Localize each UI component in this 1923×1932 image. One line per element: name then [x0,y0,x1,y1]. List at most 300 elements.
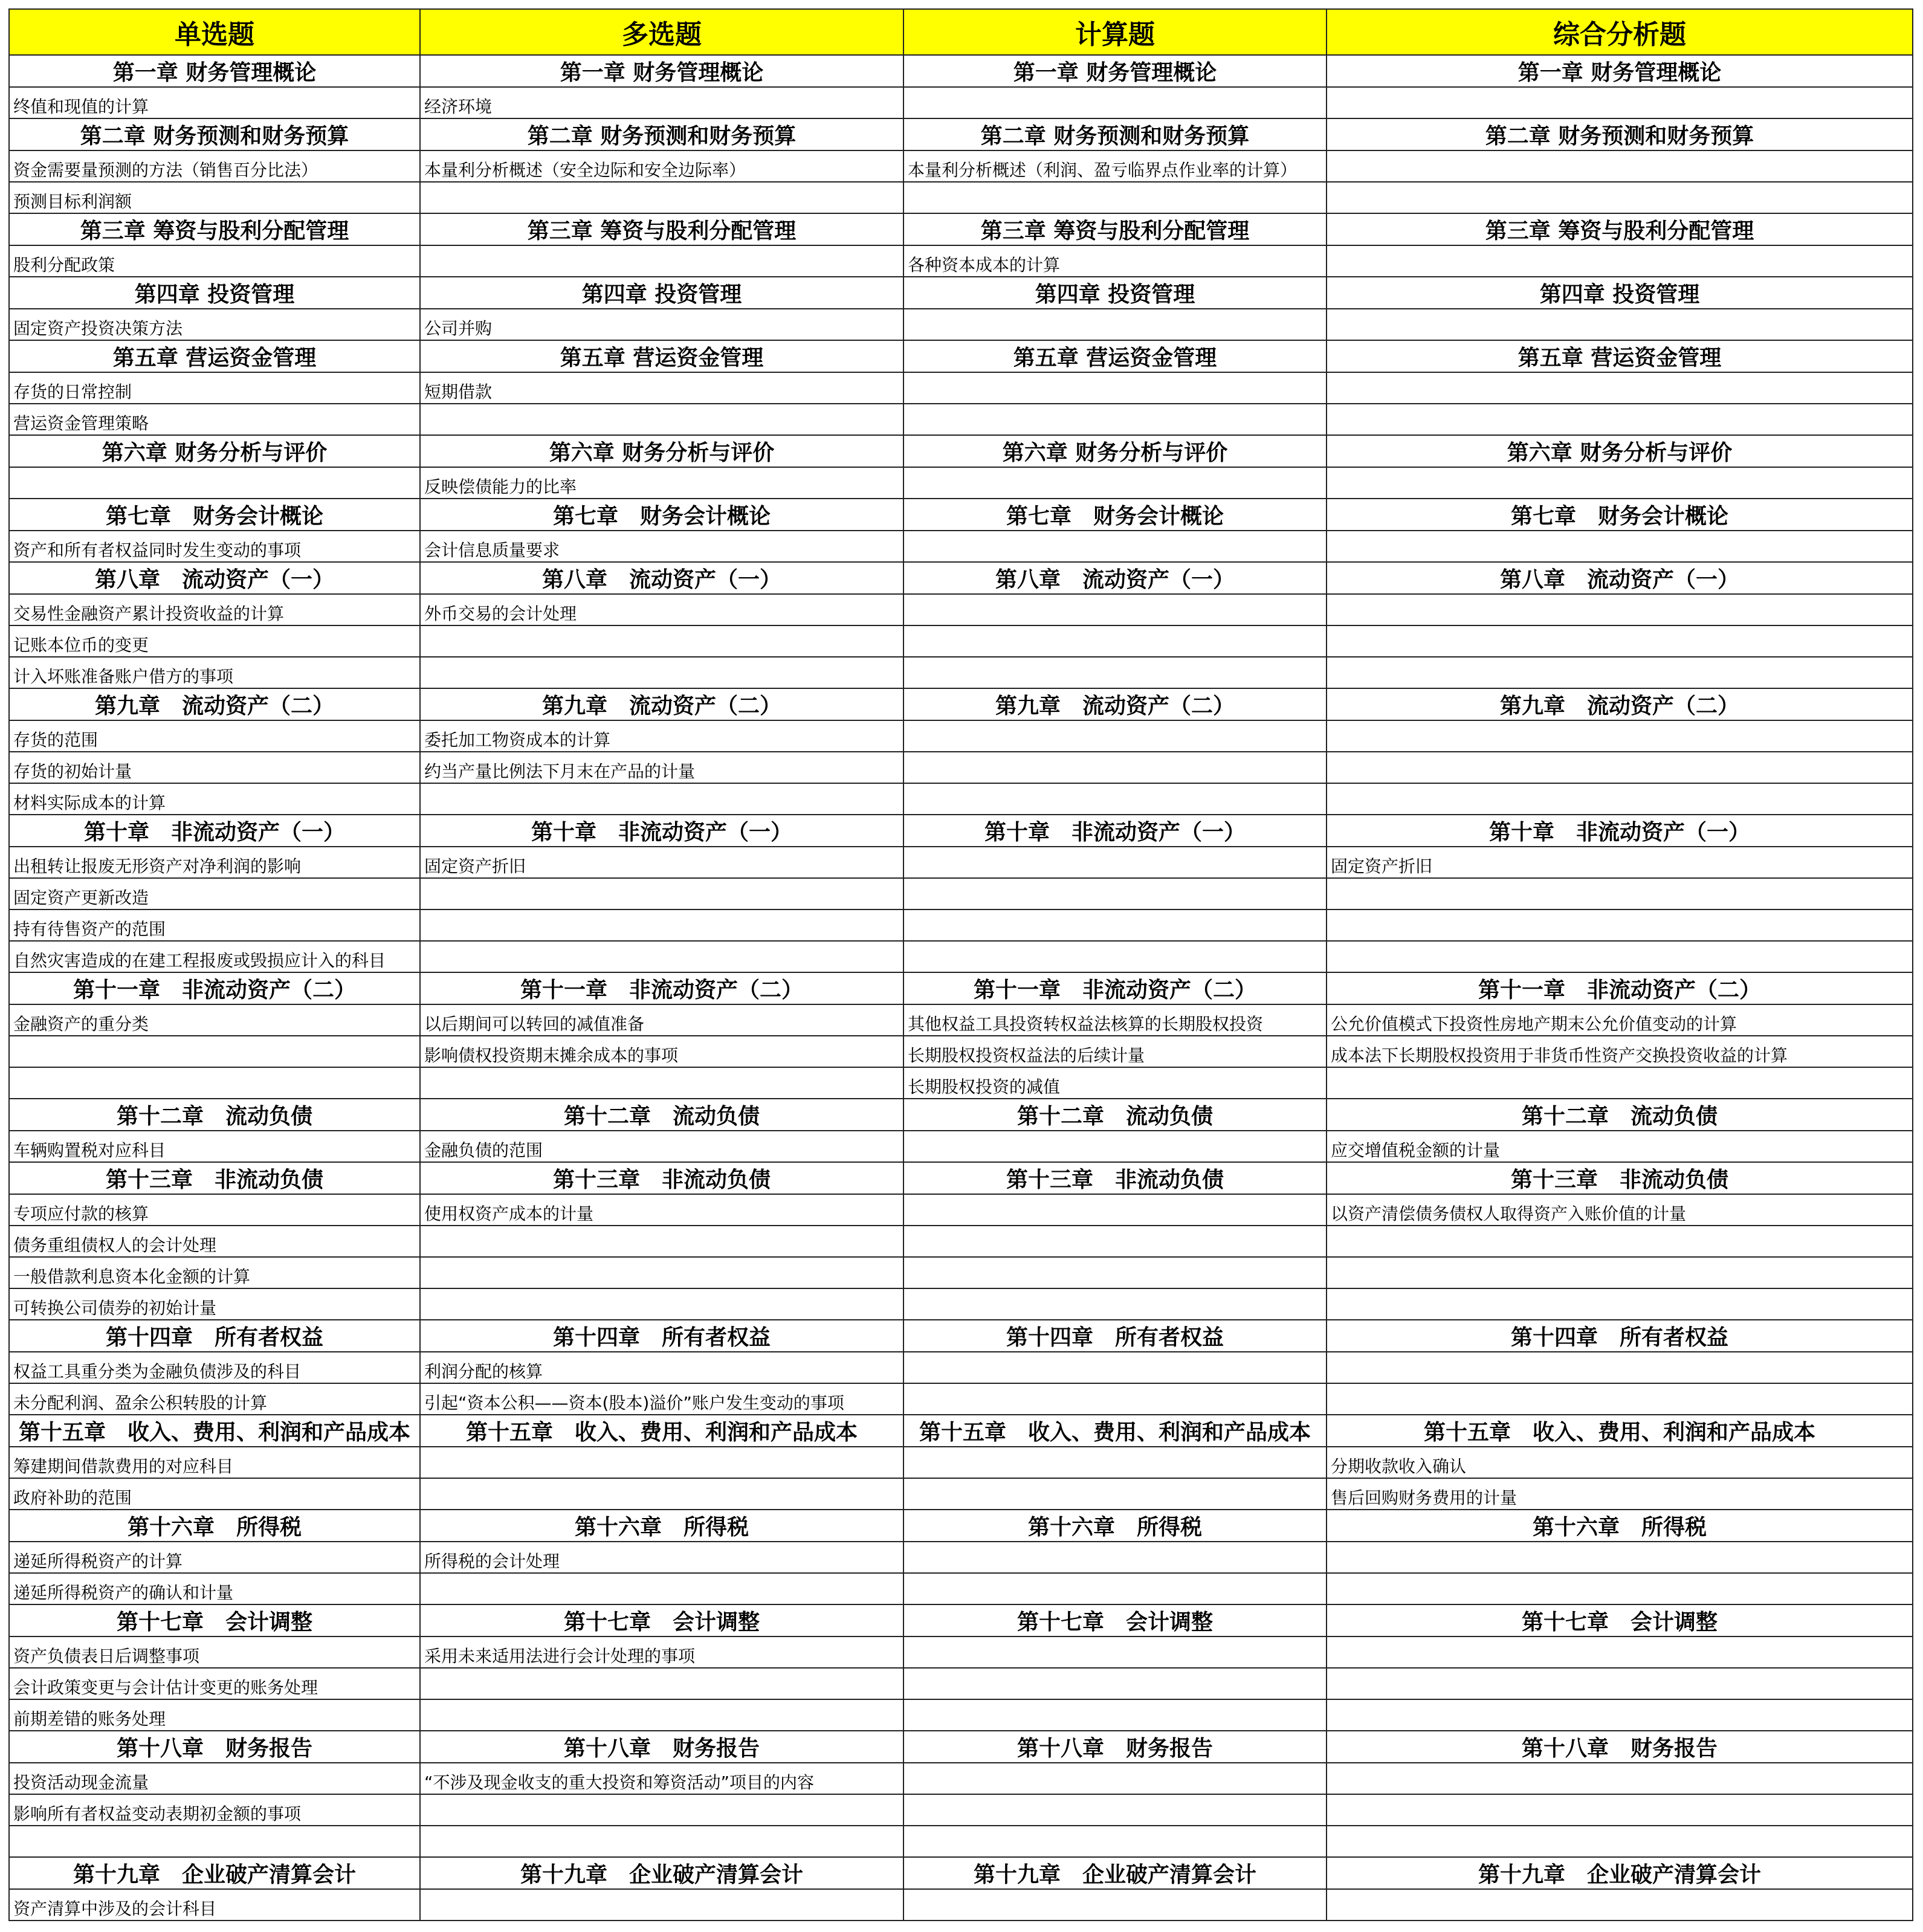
chapter-title-cell: 第五章 营运资金管理 [420,340,903,372]
header-comprehensive-analysis: 综合分析题 [1327,9,1913,55]
chapter-row [9,1731,1913,1763]
chapter-title-cell: 第十五章 收入、费用、利润和产品成本 [9,1415,420,1447]
chapter-row [9,1162,1913,1194]
chapter-row [9,340,1913,372]
topic-cell: 约当产量比例法下月末在产品的计量 [420,752,903,783]
topic-cell: 资产和所有者权益同时发生变动的事项 [9,531,420,562]
chapter-row [9,815,1913,847]
chapter-title-cell: 第十九章 企业破产清算会计 [9,1857,420,1889]
chapter-title-cell: 第七章 财务会计概论 [420,499,903,531]
topic-cell [1327,309,1913,340]
chapter-title-cell: 第十七章 会计调整 [420,1604,903,1636]
table-row [9,1131,1913,1162]
table-row [9,878,1913,909]
topic-cell [1327,909,1913,941]
chapter-row [9,1510,1913,1542]
chapter-row [9,118,1913,150]
topic-cell: 存货的范围 [9,720,420,752]
chapter-title-cell: 第十三章 非流动负债 [903,1162,1327,1194]
chapter-title-cell: 第十二章 流动负债 [903,1099,1327,1131]
chapter-title-cell: 第十九章 企业破产清算会计 [903,1857,1327,1889]
topic-cell [903,1447,1327,1478]
table-row [9,1668,1913,1699]
chapter-title-cell: 第三章 筹资与股利分配管理 [1327,213,1913,245]
topic-cell [1327,1699,1913,1731]
topic-cell: 金融资产的重分类 [9,1004,420,1036]
topic-cell: 各种资本成本的计算 [903,245,1327,277]
chapter-title-cell: 第十一章 非流动资产（二） [1327,972,1913,1004]
topic-cell: 售后回购财务费用的计量 [1327,1478,1913,1510]
table-row [9,1194,1913,1226]
topic-cell [420,1226,903,1257]
topic-cell: 投资活动现金流量 [9,1763,420,1794]
topic-cell [1327,1794,1913,1826]
table-row [9,625,1913,657]
topic-cell: 短期借款 [420,372,903,404]
chapter-title-cell: 第十八章 财务报告 [903,1731,1327,1763]
chapter-title-cell: 第三章 筹资与股利分配管理 [9,213,420,245]
chapter-title-cell: 第十二章 流动负债 [1327,1099,1913,1131]
topic-cell [1327,1067,1913,1099]
topic-cell [903,941,1327,972]
topic-cell [903,87,1327,118]
topic-cell [1327,1636,1913,1668]
chapter-title-cell: 第十二章 流动负债 [9,1099,420,1131]
topic-cell [903,1383,1327,1415]
topic-cell [903,1131,1327,1162]
table-row [9,372,1913,404]
topic-cell [903,1573,1327,1604]
topic-cell [1327,594,1913,625]
chapter-title-cell: 第九章 流动资产（二） [1327,688,1913,720]
table-row [9,1636,1913,1668]
chapter-title-cell: 第十五章 收入、费用、利润和产品成本 [420,1415,903,1447]
table-row [9,309,1913,340]
topic-cell [420,783,903,815]
topic-cell: 专项应付款的核算 [9,1194,420,1226]
topic-cell [1327,878,1913,909]
topic-cell: 成本法下长期股权投资用于非货币性资产交换投资收益的计算 [1327,1036,1913,1067]
table-row [9,752,1913,783]
chapter-title-cell: 第十七章 会计调整 [1327,1604,1913,1636]
topic-cell: 未分配利润、盈余公积转股的计算 [9,1383,420,1415]
topic-cell [903,404,1327,435]
table-row [9,1794,1913,1826]
topic-cell [903,1288,1327,1320]
topic-cell: 以后期间可以转回的减值准备 [420,1004,903,1036]
header-single-choice: 单选题 [9,9,420,55]
chapter-title-cell: 第八章 流动资产（一） [420,562,903,594]
table-row [9,1542,1913,1573]
chapter-title-cell: 第十七章 会计调整 [903,1604,1327,1636]
topic-cell: 长期股权投资的减值 [903,1067,1327,1099]
topic-cell: 应交增值税金额的计量 [1327,1131,1913,1162]
topic-cell: 所得税的会计处理 [420,1542,903,1573]
chapter-title-cell: 第十章 非流动资产（一） [420,815,903,847]
table-row [9,657,1913,688]
chapter-title-cell: 第十一章 非流动资产（二） [903,972,1327,1004]
topic-cell: 委托加工物资成本的计算 [420,720,903,752]
chapter-row [9,435,1913,467]
topic-cell: 可转换公司债券的初始计量 [9,1288,420,1320]
table-row [9,1226,1913,1257]
topic-cell: 预测目标利润额 [9,182,420,213]
chapter-title-cell: 第十三章 非流动负债 [420,1162,903,1194]
table-row [9,1889,1913,1921]
topic-cell: 车辆购置税对应科目 [9,1131,420,1162]
topic-cell [9,1036,420,1067]
chapter-row [9,1415,1913,1447]
chapter-title-cell: 第六章 财务分析与评价 [420,435,903,467]
table-row [9,1826,1913,1857]
topic-cell: 持有待售资产的范围 [9,909,420,941]
table-row [9,1573,1913,1604]
topic-cell: 金融负债的范围 [420,1131,903,1162]
topic-cell [420,1826,903,1857]
chapter-title-cell: 第五章 营运资金管理 [9,340,420,372]
topic-cell [1327,1763,1913,1794]
topic-cell [420,1573,903,1604]
chapter-title-cell: 第四章 投资管理 [420,277,903,309]
topic-cell [1327,531,1913,562]
chapter-title-cell: 第七章 财务会计概论 [9,499,420,531]
topic-cell: 公允价值模式下投资性房地产期末公允价值变动的计算 [1327,1004,1913,1036]
topic-cell [1327,657,1913,688]
table-row [9,245,1913,277]
table-row [9,594,1913,625]
chapter-row [9,688,1913,720]
topic-cell: 本量利分析概述（利润、盈亏临界点作业率的计算） [903,150,1327,182]
topic-cell: 资产清算中涉及的会计科目 [9,1889,420,1921]
table-row [9,404,1913,435]
topic-cell [1327,1889,1913,1921]
topic-cell [1327,1542,1913,1573]
table-row [9,1257,1913,1288]
topic-cell [1327,1573,1913,1604]
chapter-title-cell: 第一章 财务管理概论 [903,55,1327,87]
topic-cell: 一般借款利息资本化金额的计算 [9,1257,420,1288]
topic-cell [903,783,1327,815]
table-row [9,1036,1913,1067]
topic-cell [1327,245,1913,277]
chapter-title-cell: 第八章 流动资产（一） [9,562,420,594]
chapter-title-cell: 第二章 财务预测和财务预算 [1327,118,1913,150]
topic-cell [9,1826,420,1857]
topic-cell: 资金需要量预测的方法（销售百分比法） [9,150,420,182]
topic-cell [1327,150,1913,182]
table-row [9,720,1913,752]
topic-cell: 影响债权投资期末摊余成本的事项 [420,1036,903,1067]
topic-cell: 反映偿债能力的比率 [420,467,903,499]
topic-cell: 交易性金融资产累计投资收益的计算 [9,594,420,625]
topic-cell [903,531,1327,562]
chapter-title-cell: 第七章 财务会计概论 [903,499,1327,531]
topic-cell [903,1478,1327,1510]
topic-cell [420,404,903,435]
chapter-title-cell: 第六章 财务分析与评价 [903,435,1327,467]
topic-cell [903,909,1327,941]
table-row [9,1383,1913,1415]
topic-cell: 资产负债表日后调整事项 [9,1636,420,1668]
topic-cell [1327,182,1913,213]
table-row [9,783,1913,815]
topic-cell: 营运资金管理策略 [9,404,420,435]
topic-cell [1327,87,1913,118]
topic-cell: 筹建期间借款费用的对应科目 [9,1447,420,1478]
chapter-title-cell: 第十章 非流动资产（一） [1327,815,1913,847]
table-row [9,1352,1913,1383]
chapter-title-cell: 第十三章 非流动负债 [9,1162,420,1194]
table-body [9,55,1913,1921]
topic-cell [903,182,1327,213]
chapter-title-cell: 第十一章 非流动资产（二） [9,972,420,1004]
topic-cell [903,1352,1327,1383]
chapter-title-cell: 第八章 流动资产（一） [903,562,1327,594]
topic-cell [903,1763,1327,1794]
topic-cell [903,625,1327,657]
chapter-title-cell: 第十五章 收入、费用、利润和产品成本 [1327,1415,1913,1447]
topic-cell [420,1889,903,1921]
topic-cell [1327,720,1913,752]
topic-cell [420,909,903,941]
chapter-title-cell: 第十一章 非流动资产（二） [420,972,903,1004]
topic-cell: 外币交易的会计处理 [420,594,903,625]
topic-cell: 固定资产更新改造 [9,878,420,909]
topic-cell: 采用未来适用法进行会计处理的事项 [420,1636,903,1668]
table-row [9,182,1913,213]
chapter-title-cell: 第十四章 所有者权益 [1327,1320,1913,1352]
table-row [9,467,1913,499]
topic-cell [420,878,903,909]
topic-cell [1327,1352,1913,1383]
topic-cell [903,1542,1327,1573]
chapter-title-cell: 第十六章 所得税 [903,1510,1327,1542]
topic-cell [903,720,1327,752]
topic-cell: 影响所有者权益变动表期初金额的事项 [9,1794,420,1826]
chapter-row [9,562,1913,594]
table-row [9,1478,1913,1510]
chapter-title-cell: 第十三章 非流动负债 [1327,1162,1913,1194]
chapter-title-cell: 第八章 流动资产（一） [1327,562,1913,594]
topic-cell: 权益工具重分类为金融负债涉及的科目 [9,1352,420,1383]
topic-cell [1327,1226,1913,1257]
chapter-title-cell: 第五章 营运资金管理 [1327,340,1913,372]
topic-cell [420,1478,903,1510]
topic-cell [420,1699,903,1731]
topic-cell [903,1257,1327,1288]
topic-cell [420,625,903,657]
topic-cell [1327,1257,1913,1288]
topic-cell [1327,783,1913,815]
topic-cell [420,657,903,688]
topic-cell [420,1668,903,1699]
chapter-title-cell: 第一章 财务管理概论 [1327,55,1913,87]
topic-cell: 自然灾害造成的在建工程报废或毁损应计入的科目 [9,941,420,972]
topic-cell: 长期股权投资权益法的后续计量 [903,1036,1327,1067]
topic-cell [420,182,903,213]
chapter-title-cell: 第六章 财务分析与评价 [9,435,420,467]
topic-cell: 经济环境 [420,87,903,118]
chapter-row [9,499,1913,531]
topic-cell: 出租转让报废无形资产对净利润的影响 [9,847,420,878]
topic-cell: 存货的日常控制 [9,372,420,404]
chapter-title-cell: 第十六章 所得税 [1327,1510,1913,1542]
chapter-title-cell: 第十六章 所得税 [9,1510,420,1542]
chapter-title-cell: 第二章 财务预测和财务预算 [9,118,420,150]
topic-cell [903,657,1327,688]
topic-cell: 债务重组债权人的会计处理 [9,1226,420,1257]
topic-cell [1327,404,1913,435]
topic-cell: 前期差错的账务处理 [9,1699,420,1731]
chapter-title-cell: 第十二章 流动负债 [420,1099,903,1131]
header-row [9,9,1913,55]
topic-cell [903,878,1327,909]
topic-cell: 其他权益工具投资转权益法核算的长期股权投资 [903,1004,1327,1036]
topic-cell: 会计政策变更与会计估计变更的账务处理 [9,1668,420,1699]
table-row [9,1067,1913,1099]
topic-cell [903,1889,1327,1921]
chapter-title-cell: 第十章 非流动资产（一） [9,815,420,847]
chapter-title-cell: 第十九章 企业破产清算会计 [1327,1857,1913,1889]
topic-cell [903,1826,1327,1857]
topic-cell: 会计信息质量要求 [420,531,903,562]
chapter-title-cell: 第六章 财务分析与评价 [1327,435,1913,467]
topic-cell [903,1636,1327,1668]
chapter-title-cell: 第十章 非流动资产（一） [903,815,1327,847]
topic-cell [903,1794,1327,1826]
topic-cell: 分期收款收入确认 [1327,1447,1913,1478]
chapter-title-cell: 第十六章 所得税 [420,1510,903,1542]
topic-cell [903,594,1327,625]
topic-cell [1327,467,1913,499]
topic-cell [903,309,1327,340]
topic-cell: 以资产清偿债务债权人取得资产入账价值的计量 [1327,1194,1913,1226]
topic-cell [9,1067,420,1099]
chapter-row [9,1099,1913,1131]
header-multiple-choice: 多选题 [420,9,903,55]
chapter-title-cell: 第十八章 财务报告 [9,1731,420,1763]
chapter-row [9,1604,1913,1636]
chapter-title-cell: 第十四章 所有者权益 [420,1320,903,1352]
topic-cell: 固定资产折旧 [1327,847,1913,878]
topic-cell: 记账本位币的变更 [9,625,420,657]
topic-cell: 计入坏账准备账户借方的事项 [9,657,420,688]
topic-cell: 利润分配的核算 [420,1352,903,1383]
topic-cell [903,1668,1327,1699]
topic-cell [1327,625,1913,657]
topic-cell [1327,1288,1913,1320]
chapter-title-cell: 第一章 财务管理概论 [9,55,420,87]
chapter-title-cell: 第十八章 财务报告 [420,1731,903,1763]
chapter-title-cell: 第七章 财务会计概论 [1327,499,1913,531]
table-row [9,1447,1913,1478]
chapter-title-cell: 第三章 筹资与股利分配管理 [420,213,903,245]
topic-cell [420,1794,903,1826]
chapter-row [9,277,1913,309]
table-row [9,847,1913,878]
table-row [9,87,1913,118]
table-row [9,150,1913,182]
topic-cell: 固定资产投资决策方法 [9,309,420,340]
topic-cell [1327,752,1913,783]
chapter-title-cell: 第一章 财务管理概论 [420,55,903,87]
chapter-row [9,972,1913,1004]
topic-cell: 使用权资产成本的计量 [420,1194,903,1226]
table-row [9,1004,1913,1036]
topic-cell [420,1257,903,1288]
table-row [9,1763,1913,1794]
chapter-title-cell: 第九章 流动资产（二） [903,688,1327,720]
chapter-title-cell: 第三章 筹资与股利分配管理 [903,213,1327,245]
chapter-title-cell: 第二章 财务预测和财务预算 [420,118,903,150]
chapter-title-cell: 第十七章 会计调整 [9,1604,420,1636]
chapter-title-cell: 第四章 投资管理 [903,277,1327,309]
chapter-title-cell: 第九章 流动资产（二） [420,688,903,720]
chapter-title-cell: 第二章 财务预测和财务预算 [903,118,1327,150]
topic-cell [903,372,1327,404]
chapter-title-cell: 第十五章 收入、费用、利润和产品成本 [903,1415,1327,1447]
topic-cell: 股利分配政策 [9,245,420,277]
chapter-title-cell: 第十八章 财务报告 [1327,1731,1913,1763]
table-row [9,1699,1913,1731]
topic-cell [420,245,903,277]
table-row [9,531,1913,562]
topic-cell [420,1067,903,1099]
topic-cell: 公司并购 [420,309,903,340]
topic-cell: 材料实际成本的计算 [9,783,420,815]
topic-cell [1327,1383,1913,1415]
topic-cell [903,1226,1327,1257]
topic-cell [420,1447,903,1478]
chapter-row [9,213,1913,245]
header-calculation: 计算题 [903,9,1327,55]
topic-cell [903,467,1327,499]
topic-cell [1327,941,1913,972]
topic-cell [9,467,420,499]
chapter-title-cell: 第十九章 企业破产清算会计 [420,1857,903,1889]
topic-cell [903,847,1327,878]
chapter-title-cell: 第五章 营运资金管理 [903,340,1327,372]
topic-cell: 固定资产折旧 [420,847,903,878]
chapter-title-cell: 第四章 投资管理 [9,277,420,309]
chapter-title-cell: 第四章 投资管理 [1327,277,1913,309]
chapter-title-cell: 第九章 流动资产（二） [9,688,420,720]
topic-cell [903,1194,1327,1226]
topic-cell: 政府补助的范围 [9,1478,420,1510]
chapter-row [9,55,1913,87]
table-row [9,941,1913,972]
table-row [9,1288,1913,1320]
topic-cell [1327,1826,1913,1857]
chapter-title-cell: 第十四章 所有者权益 [9,1320,420,1352]
chapter-row [9,1857,1913,1889]
topic-cell [903,1699,1327,1731]
topic-cell: 递延所得税资产的确认和计量 [9,1573,420,1604]
topic-cell: 引起“资本公积——资本(股本)溢价”账户发生变动的事项 [420,1383,903,1415]
topic-cell [420,1288,903,1320]
chapter-title-cell: 第十四章 所有者权益 [903,1320,1327,1352]
topic-cell [1327,1668,1913,1699]
topic-cell: 存货的初始计量 [9,752,420,783]
topic-cell: 本量利分析概述（安全边际和安全边际率） [420,150,903,182]
topic-cell [420,941,903,972]
topic-cell [903,752,1327,783]
topic-cell: “不涉及现金收支的重大投资和筹资活动”项目的内容 [420,1763,903,1794]
topics-table [8,8,1913,1921]
topic-cell: 终值和现值的计算 [9,87,420,118]
chapter-row [9,1320,1913,1352]
table-row [9,909,1913,941]
